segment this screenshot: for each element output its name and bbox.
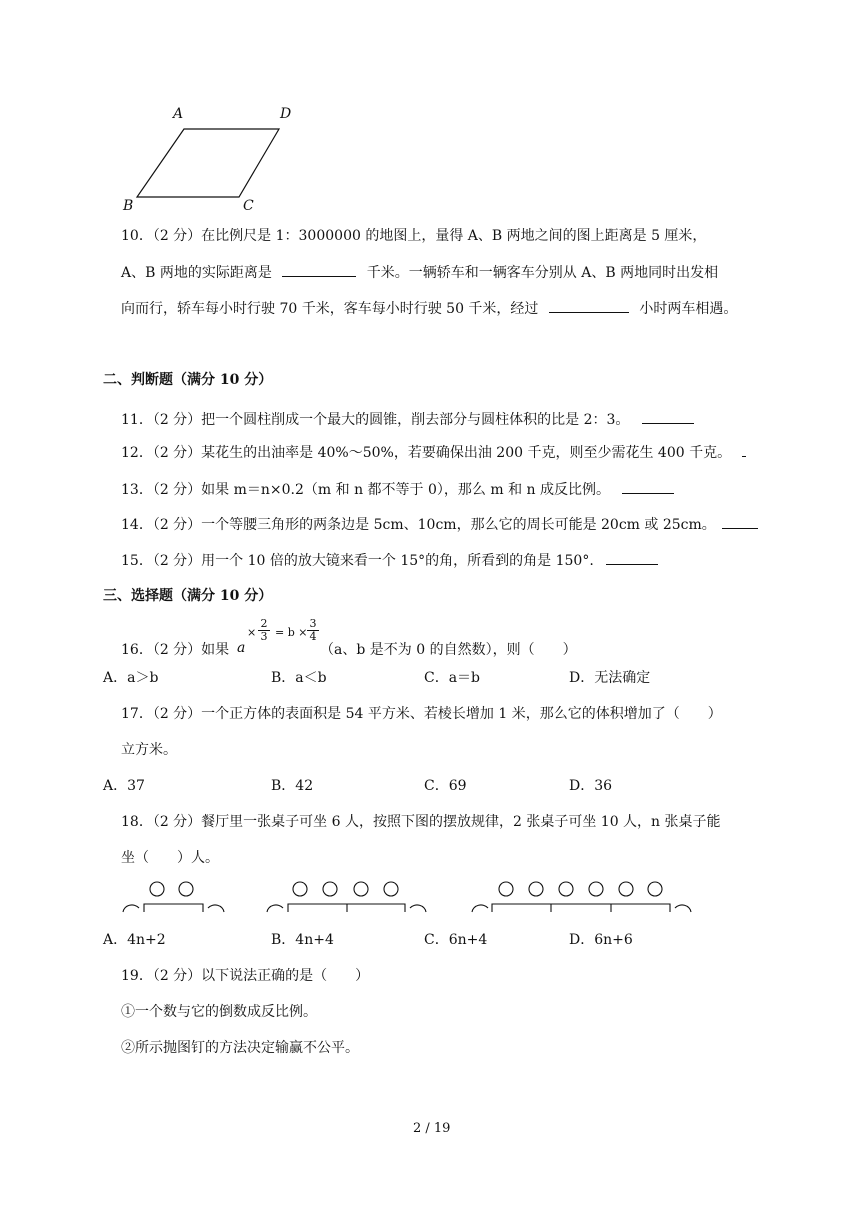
- q10-line3-text-b: 小时两车相遇。: [639, 301, 738, 317]
- side-seat: [208, 905, 224, 912]
- q19-item1: ①一个数与它的倒数成反比例。: [121, 1004, 317, 1020]
- q16-times: ×: [247, 626, 257, 639]
- side-seat: [123, 905, 139, 912]
- table-top: [288, 904, 405, 912]
- q18-line2: 坐（ ）人。: [121, 850, 219, 866]
- q16-prefix: 16．（2 分）如果: [121, 642, 230, 658]
- section-3-title: 三、选择题（满分 10 分）: [103, 588, 273, 604]
- arrangement-three-tables: [472, 882, 691, 912]
- seat-circle: [293, 882, 307, 896]
- q17-option-b[interactable]: B．42: [271, 778, 314, 794]
- q14-text: 14．（2 分）一个等腰三角形的两条边是 5cm、10cm，那么它的周长可能是 20cm 或 25cm。: [121, 517, 716, 533]
- section-2-title: 二、判断题（满分 10 分）: [103, 372, 273, 388]
- seat-circle: [648, 882, 662, 896]
- seat-circle: [529, 882, 543, 896]
- q18-option-a[interactable]: A．4n+2: [103, 932, 166, 948]
- page-number: 2 / 19: [413, 1121, 451, 1136]
- q19-item2: ②所示抛图钉的方法决定输赢不公平。: [121, 1040, 359, 1056]
- seat-circle: [323, 882, 337, 896]
- q10-line2-text-b: 千米。一辆轿车和一辆客车分别从 A、B 两地同时出发相: [366, 265, 719, 281]
- vertex-label-a: A: [173, 106, 184, 122]
- vertex-label-c: C: [243, 198, 254, 214]
- arrangement-one-table: [123, 882, 224, 912]
- q17-line1: 17．（2 分）一个正方体的表面积是 54 平方米、若棱长增加 1 米，那么它的体积增加了（ ）: [121, 706, 722, 722]
- table-top: [492, 904, 670, 912]
- q11-text: 11．（2 分）把一个圆柱削成一个最大的圆锥，削去部分与圆柱体积的比是 2：3。: [121, 412, 630, 428]
- q19-line1: 19．（2 分）以下说法正确的是（ ）: [121, 968, 370, 984]
- vertex-label-d: D: [280, 106, 292, 122]
- q18-option-c[interactable]: C．6n+4: [424, 932, 488, 948]
- q17-option-c[interactable]: C．69: [424, 778, 467, 794]
- q16-frac1-numerator: 2: [258, 618, 270, 631]
- side-seat: [472, 905, 488, 912]
- vertex-label-b: B: [123, 198, 134, 214]
- q16-frac1-denominator: 3: [260, 630, 268, 643]
- seat-circle: [384, 882, 398, 896]
- q18-option-d[interactable]: D．6n+6: [569, 932, 633, 948]
- seat-circle: [559, 882, 573, 896]
- q16-suffix: （a、b 是不为 0 的自然数），则（ ）: [320, 642, 577, 658]
- q18-line1: 18．（2 分）餐厅里一张桌子可坐 6 人，按照下图的摆放规律，2 张桌子可坐 10 人，n 张桌子能: [121, 814, 721, 830]
- q10-line1: 10．（2 分）在比例尺是 1：3000000 的地图上，量得 A、B 两地之间的图上距离是 5 厘米，: [121, 228, 707, 244]
- q17-line2: 立方米。: [121, 742, 177, 758]
- q10-line2-text-a: A、B 两地的实际距离是: [121, 265, 272, 281]
- q16-option-d[interactable]: D．无法确定: [569, 670, 651, 686]
- q12-text: 12．（2 分）某花生的出油率是 40%～50%，若要确保出油 200 千克，则至少需花生 400 千克。: [121, 445, 732, 461]
- side-seat: [675, 905, 691, 912]
- q16-equation-mid: = b ×: [275, 626, 308, 639]
- q17-option-d[interactable]: D．36: [569, 778, 613, 794]
- table-top: [144, 904, 203, 912]
- q17-option-a[interactable]: A．37: [103, 778, 145, 794]
- q18-option-b[interactable]: B．4n+4: [271, 932, 334, 948]
- q16-option-c[interactable]: C．a＝b: [424, 670, 481, 686]
- arrangement-two-tables: [267, 882, 426, 912]
- q16-option-b[interactable]: B．a＜b: [271, 670, 327, 686]
- q10-line3-text-a: 向而行，轿车每小时行驶 70 千米，客车每小时行驶 50 千米，经过: [121, 301, 539, 317]
- q16-option-a[interactable]: A．a＞b: [103, 670, 159, 686]
- seat-circle: [499, 882, 513, 896]
- seat-circle: [179, 882, 193, 896]
- q13-text: 13．（2 分）如果 m＝n×0.2（m 和 n 都不等于 0），那么 m 和 n 成反比例。: [121, 482, 611, 498]
- seat-circle: [354, 882, 368, 896]
- side-seat: [267, 905, 283, 912]
- side-seat: [410, 905, 426, 912]
- q16-frac2-denominator: 4: [309, 630, 317, 643]
- q16-frac2-numerator: 3: [307, 618, 319, 631]
- q15-text: 15．（2 分）用一个 10 倍的放大镜来看一个 15°的角，所看到的角是 150°.: [121, 553, 594, 569]
- seat-circle: [589, 882, 603, 896]
- seat-circle: [150, 882, 164, 896]
- seat-circle: [619, 882, 633, 896]
- q16-var-a: a: [237, 640, 246, 656]
